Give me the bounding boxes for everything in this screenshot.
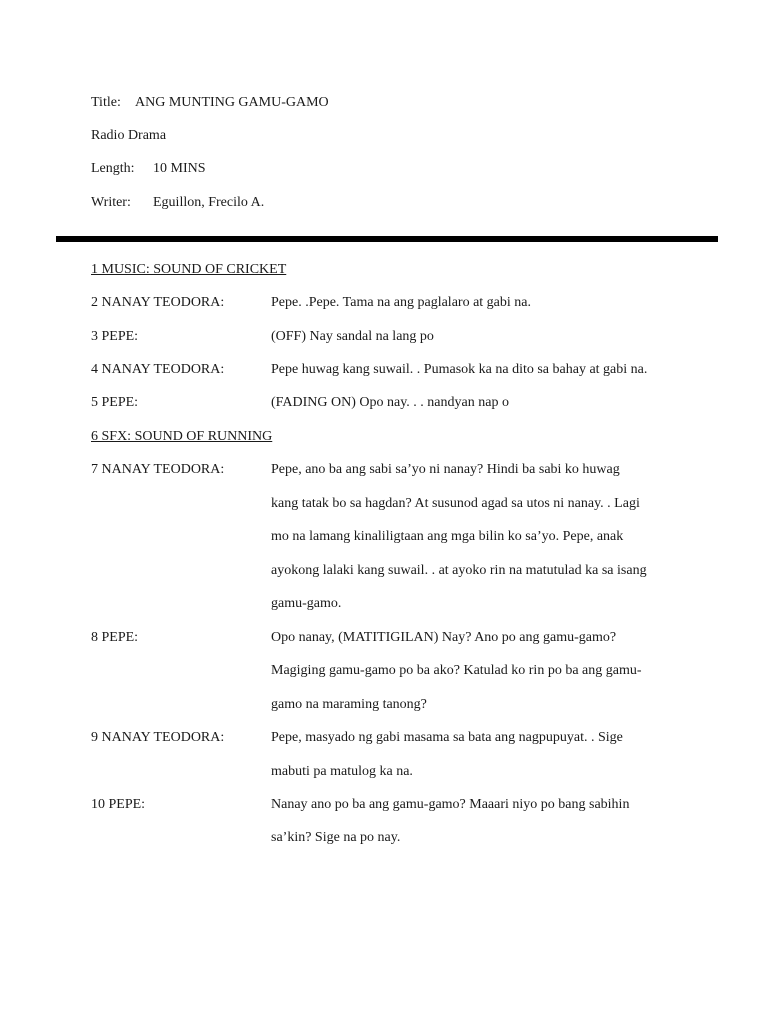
- dialogue-line-3: (OFF) Nay sandal na lang po: [271, 329, 434, 344]
- dialogue-line-5: (FADING ON) Opo nay. . . nandyan nap o: [271, 395, 509, 410]
- speaker-line-9: 9 NANAY TEODORA:: [91, 730, 225, 745]
- cue-sfx: 6 SFX: SOUND OF RUNNING: [91, 429, 273, 444]
- speaker-line-5: 5 PEPE:: [91, 395, 139, 410]
- dialogue-line-10a: Nanay ano po ba ang gamu-gamo? Maaari niyo po bang sabihin: [271, 797, 630, 812]
- header-divider: [56, 236, 718, 242]
- dialogue-line-4: Pepe huwag kang suwail. . Pumasok ka na dito sa bahay at gabi na.: [271, 362, 648, 377]
- title-line: [91, 95, 329, 111]
- length-line: [91, 161, 206, 177]
- writer-line: [91, 195, 265, 211]
- cue-music: 1 MUSIC: SOUND OF CRICKET: [91, 262, 287, 277]
- dialogue-line-8b: Magiging gamu-gamo po ba ako? Katulad ko rin po ba ang gamu-: [271, 663, 642, 678]
- length-label: Length:: [91, 161, 135, 176]
- dialogue-line-9a: Pepe, masyado ng gabi masama sa bata ang nagpupuyat. . Sige: [271, 730, 623, 745]
- writer-label: Writer:: [91, 195, 131, 210]
- dialogue-line-9b: mabuti pa matulog ka na.: [271, 764, 413, 779]
- dialogue-line-7e: gamu-gamo.: [271, 596, 342, 611]
- dialogue-line-8c: gamo na maraming tanong?: [271, 697, 427, 712]
- drama-type: Radio Drama: [91, 128, 167, 143]
- title-value: ANG MUNTING GAMU-GAMO: [135, 95, 329, 110]
- speaker-line-8: 8 PEPE:: [91, 630, 139, 645]
- dialogue-line-2: Pepe. .Pepe. Tama na ang paglalaro at gabi na.: [271, 295, 531, 310]
- dialogue-line-10b: sa’kin? Sige na po nay.: [271, 830, 401, 845]
- dialogue-line-8a: Opo nanay, (MATITIGILAN) Nay? Ano po ang gamu-gamo?: [271, 630, 617, 645]
- dialogue-line-7a: Pepe, ano ba ang sabi sa’yo ni nanay? Hindi ba sabi ko huwag: [271, 462, 620, 477]
- speaker-line-10: 10 PEPE:: [91, 797, 146, 812]
- dialogue-line-7c: mo na lamang kinaliligtaan ang mga bilin ko sa’yo. Pepe, anak: [271, 529, 624, 544]
- speaker-line-3: 3 PEPE:: [91, 329, 139, 344]
- dialogue-line-7b: kang tatak bo sa hagdan? At susunod agad sa utos ni nanay. . Lagi: [271, 496, 640, 511]
- type-line: [91, 128, 166, 144]
- speaker-line-4: 4 NANAY TEODORA:: [91, 362, 225, 377]
- dialogue-line-7d: ayokong lalaki kang suwail. . at ayoko rin na matutulad ka sa isang: [271, 563, 647, 578]
- title-label: Title:: [91, 95, 121, 110]
- writer-value: Eguillon, Frecilo A.: [153, 195, 265, 210]
- speaker-line-2: 2 NANAY TEODORA:: [91, 295, 225, 310]
- speaker-line-7: 7 NANAY TEODORA:: [91, 462, 225, 477]
- length-value: 10 MINS: [153, 161, 206, 176]
